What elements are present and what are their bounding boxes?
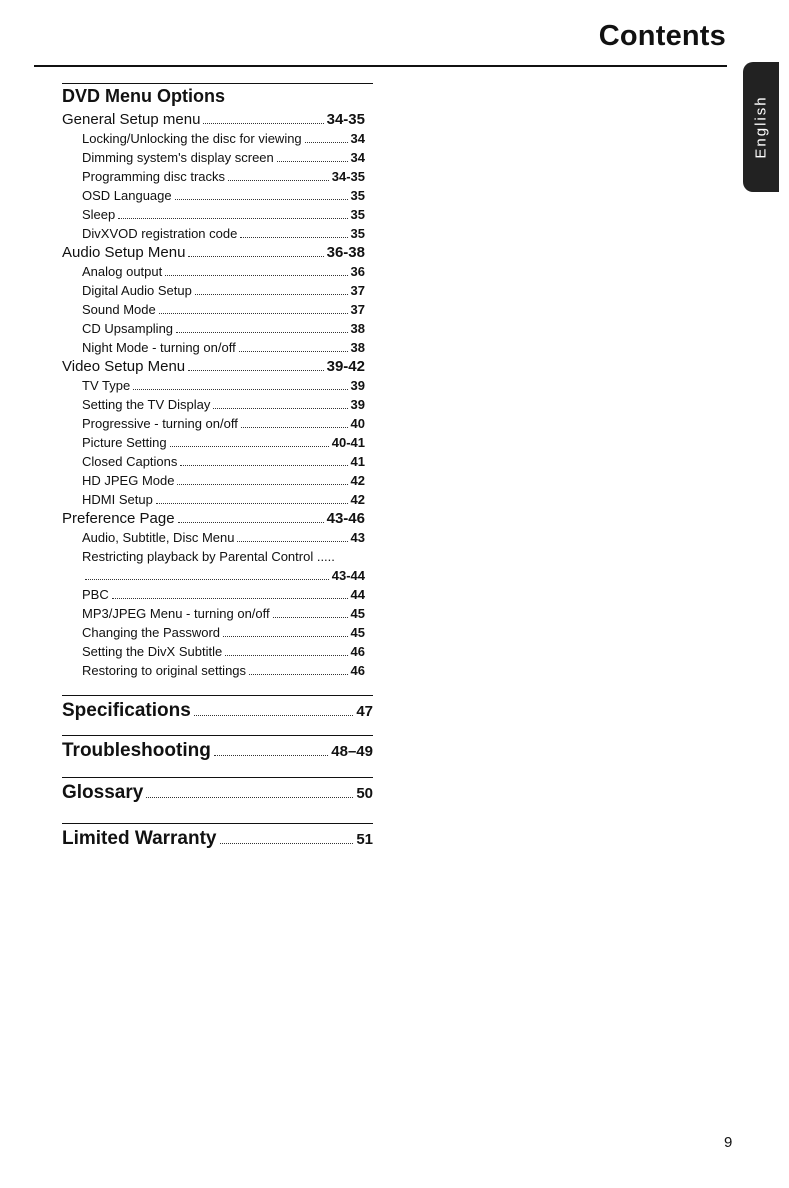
toc-entry-label: Setting the TV Display bbox=[82, 397, 211, 412]
toc-entry-label: Programming disc tracks bbox=[82, 169, 226, 184]
major-section-entry bbox=[62, 823, 373, 850]
toc-leader-dots bbox=[156, 503, 348, 504]
toc-entry-page: 35 bbox=[350, 207, 365, 222]
page-title: Contents bbox=[598, 20, 726, 52]
toc-entry-label: Changing the Password bbox=[82, 625, 221, 640]
language-tab-label: English bbox=[752, 95, 770, 159]
toc-entry-row bbox=[62, 490, 365, 509]
toc-entry-label: Audio, Subtitle, Disc Menu bbox=[82, 530, 235, 545]
toc-entry-row bbox=[62, 300, 365, 319]
toc-entry-row bbox=[62, 338, 365, 357]
toc-leader-dots bbox=[159, 313, 348, 314]
toc-entry-page: 46 bbox=[350, 663, 365, 678]
toc-leader-dots bbox=[239, 351, 348, 352]
toc-leader-dots bbox=[175, 199, 348, 200]
toc-entry-page: 39 bbox=[350, 397, 365, 412]
toc-leader-dots bbox=[188, 256, 323, 257]
toc-entry-label: OSD Language bbox=[82, 188, 172, 203]
toc-leader-dots bbox=[85, 579, 329, 580]
major-section-rule bbox=[62, 823, 373, 824]
toc-entry-page: 34-35 bbox=[326, 111, 365, 128]
toc-entry-row bbox=[62, 262, 365, 281]
toc-entry-row bbox=[62, 186, 365, 205]
toc-entry-row bbox=[62, 547, 365, 566]
toc-entry-page: 43 bbox=[350, 530, 365, 545]
major-section-entry bbox=[62, 777, 373, 804]
toc-leader-dots bbox=[273, 617, 348, 618]
toc-entry-row bbox=[62, 395, 365, 414]
toc-entry-label: General Setup menu bbox=[62, 111, 201, 128]
toc-entry-label: TV Type bbox=[82, 378, 131, 393]
toc-leader-dots bbox=[188, 370, 323, 371]
toc-entry-row bbox=[62, 642, 365, 661]
toc-entry-label: HDMI Setup bbox=[82, 492, 153, 507]
toc-leader-dots bbox=[225, 655, 347, 656]
toc-entry-row bbox=[62, 623, 365, 642]
toc-leader-dots bbox=[180, 465, 347, 466]
major-section-entry bbox=[62, 735, 373, 762]
major-section-rule bbox=[62, 695, 373, 696]
toc-entry-page: 38 bbox=[350, 340, 365, 355]
toc-entry-page: 36 bbox=[350, 264, 365, 279]
toc-leader-dots bbox=[223, 636, 348, 637]
toc-entry-row bbox=[62, 319, 365, 338]
major-section-rule bbox=[62, 735, 373, 736]
major-section-leader-dots bbox=[220, 843, 354, 844]
toc-entry-row bbox=[62, 452, 365, 471]
major-section-row bbox=[62, 828, 373, 850]
toc-entry-page: 35 bbox=[350, 188, 365, 203]
toc-leader-dots bbox=[241, 427, 348, 428]
toc-entry-label: Sound Mode bbox=[82, 302, 156, 317]
toc-leader-dots bbox=[170, 446, 329, 447]
major-section-row bbox=[62, 740, 373, 762]
toc-leader-dots bbox=[176, 332, 347, 333]
toc-entry-label: PBC bbox=[82, 587, 109, 602]
toc-entry-row bbox=[62, 281, 365, 300]
language-tab bbox=[743, 62, 779, 192]
toc-leader-dots bbox=[228, 180, 329, 181]
major-section-row bbox=[62, 700, 373, 722]
toc-entry-label: Analog output bbox=[82, 264, 163, 279]
toc-entry-page: 45 bbox=[350, 625, 365, 640]
toc-entry-row bbox=[62, 471, 365, 490]
toc-entry-row bbox=[62, 604, 365, 623]
toc-entry-label: Night Mode - turning on/off bbox=[82, 340, 236, 355]
toc-heading-row bbox=[62, 110, 365, 129]
toc-entry-label: HD JPEG Mode bbox=[82, 473, 175, 488]
toc-leader-dots bbox=[178, 522, 324, 523]
section-title: DVD Menu Options bbox=[62, 83, 373, 109]
toc-entry-label: Digital Audio Setup bbox=[82, 283, 192, 298]
major-section-entry bbox=[62, 695, 373, 722]
toc-entry-page: 43-46 bbox=[326, 510, 365, 527]
toc-entry-page: 41 bbox=[350, 454, 365, 469]
toc-entry-page: 42 bbox=[350, 473, 365, 488]
major-section-rule bbox=[62, 777, 373, 778]
toc-entry-label: MP3/JPEG Menu - turning on/off bbox=[82, 606, 270, 621]
toc-entry-row bbox=[62, 585, 365, 604]
toc-entry-row bbox=[62, 433, 365, 452]
toc-leader-dots bbox=[118, 218, 347, 219]
toc-entry-label: Audio Setup Menu bbox=[62, 244, 186, 261]
toc-entry-row bbox=[62, 528, 365, 547]
major-section-leader-dots bbox=[214, 755, 328, 756]
major-section-label: Glossary bbox=[62, 782, 144, 803]
toc-entry-row bbox=[62, 661, 365, 680]
page-number: 9 bbox=[724, 1134, 733, 1151]
toc-entry-row bbox=[62, 414, 365, 433]
toc-entry-label: Preference Page bbox=[62, 510, 175, 527]
toc-heading-row bbox=[62, 357, 365, 376]
toc-entry-page: 34 bbox=[350, 131, 365, 146]
major-section-label: Limited Warranty bbox=[62, 828, 217, 849]
major-section-label: Specifications bbox=[62, 700, 191, 721]
toc-entry-label: Locking/Unlocking the disc for viewing bbox=[82, 131, 302, 146]
major-section-row bbox=[62, 782, 373, 804]
toc-leader-dots bbox=[237, 541, 347, 542]
toc-entry-label: Closed Captions bbox=[82, 454, 178, 469]
toc-entry-label: CD Upsampling bbox=[82, 321, 174, 336]
toc-entry-page: 40 bbox=[350, 416, 365, 431]
toc-entry-row bbox=[62, 205, 365, 224]
toc-entry-page: 46 bbox=[350, 644, 365, 659]
toc-leader-dots bbox=[249, 674, 348, 675]
toc-leader-dots bbox=[240, 237, 347, 238]
toc-entry-page: 35 bbox=[350, 226, 365, 241]
toc-entry-page: 36-38 bbox=[326, 244, 365, 261]
major-section-leader-dots bbox=[146, 797, 353, 798]
toc-entry-page: 37 bbox=[350, 283, 365, 298]
toc-entry-row bbox=[62, 129, 365, 148]
toc-entry-label: Restricting playback by Parental Control ..... bbox=[82, 549, 335, 564]
major-section-label: Troubleshooting bbox=[62, 740, 211, 761]
toc-entry-page: 34-35 bbox=[331, 169, 365, 184]
toc-entry-page: 44 bbox=[350, 587, 365, 602]
toc-entry-row bbox=[62, 376, 365, 395]
toc-entry-label: Picture Setting bbox=[82, 435, 167, 450]
toc-entry-label: Progressive - turning on/off bbox=[82, 416, 238, 431]
toc-entry-page: 38 bbox=[350, 321, 365, 336]
toc-entry-page: 39 bbox=[350, 378, 365, 393]
toc-entry-row bbox=[62, 224, 365, 243]
toc-leader-dots bbox=[195, 294, 348, 295]
toc-entry-page: 39-42 bbox=[326, 358, 365, 375]
toc-heading-row bbox=[62, 509, 365, 528]
header-rule bbox=[34, 65, 727, 67]
major-section-leader-dots bbox=[194, 715, 353, 716]
toc-leader-dots bbox=[177, 484, 347, 485]
toc-entry-page: 40-41 bbox=[331, 435, 365, 450]
toc-entry-page: 37 bbox=[350, 302, 365, 317]
toc-heading-row bbox=[62, 243, 365, 262]
toc-entry-label: DivXVOD registration code bbox=[82, 226, 238, 241]
major-section-page: 50 bbox=[356, 785, 373, 802]
toc-entry-label: Video Setup Menu bbox=[62, 358, 186, 375]
toc-leader-dots bbox=[112, 598, 348, 599]
toc-leader-dots bbox=[203, 123, 323, 124]
toc-leader-dots bbox=[165, 275, 347, 276]
toc-entry-label: Dimming system's display screen bbox=[82, 150, 274, 165]
toc-entry-page: 34 bbox=[350, 150, 365, 165]
toc-entry-row bbox=[62, 148, 365, 167]
major-section-page: 51 bbox=[356, 831, 373, 848]
toc-leader-dots bbox=[305, 142, 348, 143]
major-section-page: 47 bbox=[356, 703, 373, 720]
toc-entry-label: Restoring to original settings bbox=[82, 663, 247, 678]
major-section-page: 48–49 bbox=[331, 743, 373, 760]
toc-list bbox=[62, 110, 365, 680]
toc-entry-page: 45 bbox=[350, 606, 365, 621]
toc-entry-page: 43-44 bbox=[331, 568, 365, 583]
toc-entry-row bbox=[62, 167, 365, 186]
toc-leader-dots bbox=[277, 161, 348, 162]
toc-entry-page: 42 bbox=[350, 492, 365, 507]
toc-entry-label: Sleep bbox=[82, 207, 116, 222]
toc-entry-label: Setting the DivX Subtitle bbox=[82, 644, 223, 659]
toc-leader-dots bbox=[133, 389, 347, 390]
toc-leader-dots bbox=[213, 408, 347, 409]
toc-entry-row bbox=[62, 566, 365, 585]
